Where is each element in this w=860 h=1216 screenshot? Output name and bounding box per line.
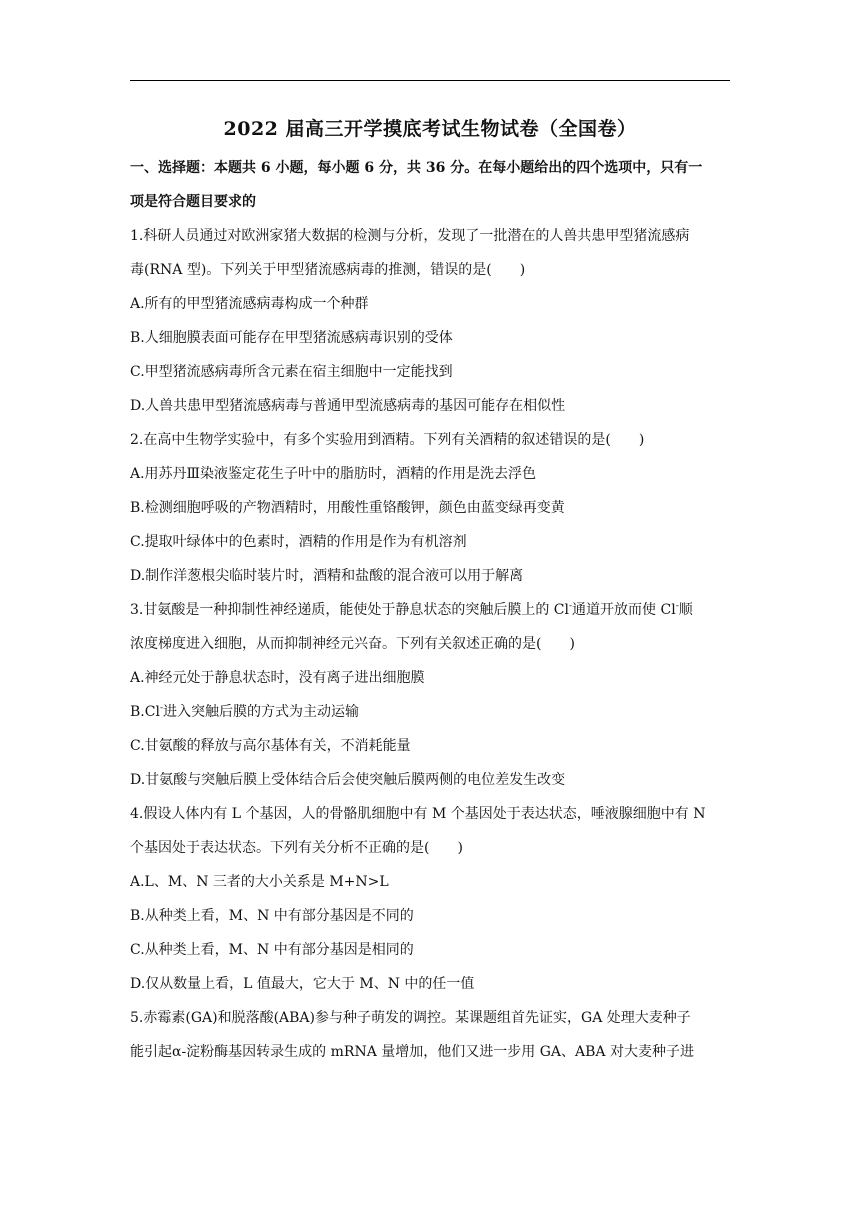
q3-stem-part-b: 通道开放而使 Cl [572, 602, 676, 618]
q4-option-a: A.L、M、N 三者的大小关系是 M+N>L [130, 874, 389, 890]
q3-stem-line-2: 浓度梯度进入细胞，从而抑制神经元兴奋。下列有关叙述正确的是( ) [130, 636, 575, 652]
q3-stem-part-a: 3.甘氨酸是一种抑制性神经递质，能使处于静息状态的突触后膜上的 Cl [130, 602, 569, 618]
q5-stem-line-1: 5.赤霉素(GA)和脱落酸(ABA)参与种子萌发的调控。某课题组首先证实，GA 处理大麦种子 [130, 1010, 691, 1026]
q4-option-b: B.从种类上看，M、N 中有部分基因是不同的 [130, 908, 414, 924]
q4-stem-line-2: 个基因处于表达状态。下列有关分析不正确的是( ) [130, 840, 463, 856]
q2-option-a: A.用苏丹Ⅲ染液鉴定花生子叶中的脂肪时，酒精的作用是洗去浮色 [130, 466, 537, 482]
q1-option-b: B.人细胞膜表面可能存在甲型猪流感病毒识别的受体 [130, 330, 453, 346]
q3-chloride-charge-1: - [569, 601, 573, 612]
q2-option-d: D.制作洋葱根尖临时装片时，酒精和盐酸的混合液可以用于解离 [130, 568, 524, 584]
q4-option-d: D.仅从数量上看，L 值最大，它大于 M、N 中的任一值 [130, 976, 475, 992]
q3-option-b-pre: B.Cl [130, 704, 160, 720]
q3-option-a: A.神经元处于静息状态时，没有离子进出细胞膜 [130, 670, 425, 686]
q3-stem-part-c: 顺 [678, 602, 693, 618]
q5-stem-line-2: 能引起α-淀粉酶基因转录生成的 mRNA 量增加，他们又进一步用 GA、ABA 对大麦种子进 [130, 1044, 694, 1060]
q3-option-b-charge: - [159, 703, 163, 714]
q4-option-c: C.从种类上看，M、N 中有部分基因是相同的 [130, 942, 414, 958]
q3-stem-line-1 [130, 593, 730, 627]
section-heading-line-1: 一、选择题：本题共 6 小题，每小题 6 分，共 36 分。在每小题给出的四个选项中，只有一 [130, 160, 703, 176]
q2-stem: 2.在高中生物学实验中，有多个实验用到酒精。下列有关酒精的叙述错误的是( ) [130, 432, 645, 448]
header-rule [130, 80, 730, 81]
q1-option-c: C.甲型猪流感病毒所含元素在宿主细胞中一定能找到 [130, 364, 453, 380]
q2-option-c: C.提取叶绿体中的色素时，酒精的作用是作为有机溶剂 [130, 534, 467, 550]
q4-stem-line-1: 4.假设人体内有 L 个基因，人的骨骼肌细胞中有 M 个基因处于表达状态，唾液腺细胞中有 N [130, 806, 706, 822]
q3-chloride-charge-2: - [675, 601, 679, 612]
section-heading-line-2: 项是符合题目要求的 [130, 194, 256, 210]
page-title: 2022 届高三开学摸底考试生物试卷（全国卷） [223, 118, 637, 140]
q1-stem-line-1: 1.科研人员通过对欧洲家猪大数据的检测与分析，发现了一批潜在的人兽共患甲型猪流感病 [130, 228, 690, 244]
q3-option-c: C.甘氨酸的释放与高尔基体有关，不消耗能量 [130, 738, 411, 754]
q1-option-d: D.人兽共患甲型猪流感病毒与普通甲型流感病毒的基因可能存在相似性 [130, 398, 566, 414]
question-body [130, 151, 730, 1069]
q2-option-b: B.检测细胞呼吸的产物酒精时，用酸性重铬酸钾，颜色由蓝变绿再变黄 [130, 500, 565, 516]
q3-option-b-post: 进入突触后膜的方式为主动运输 [162, 704, 359, 720]
q1-stem-line-2: 毒(RNA 型)。下列关于甲型猪流感病毒的推测，错误的是( ) [130, 262, 526, 278]
q1-option-a: A.所有的甲型猪流感病毒构成一个种群 [130, 296, 369, 312]
q3-option-d: D.甘氨酸与突触后膜上受体结合后会使突触后膜两侧的电位差发生改变 [130, 772, 566, 788]
q3-option-b [130, 695, 730, 729]
